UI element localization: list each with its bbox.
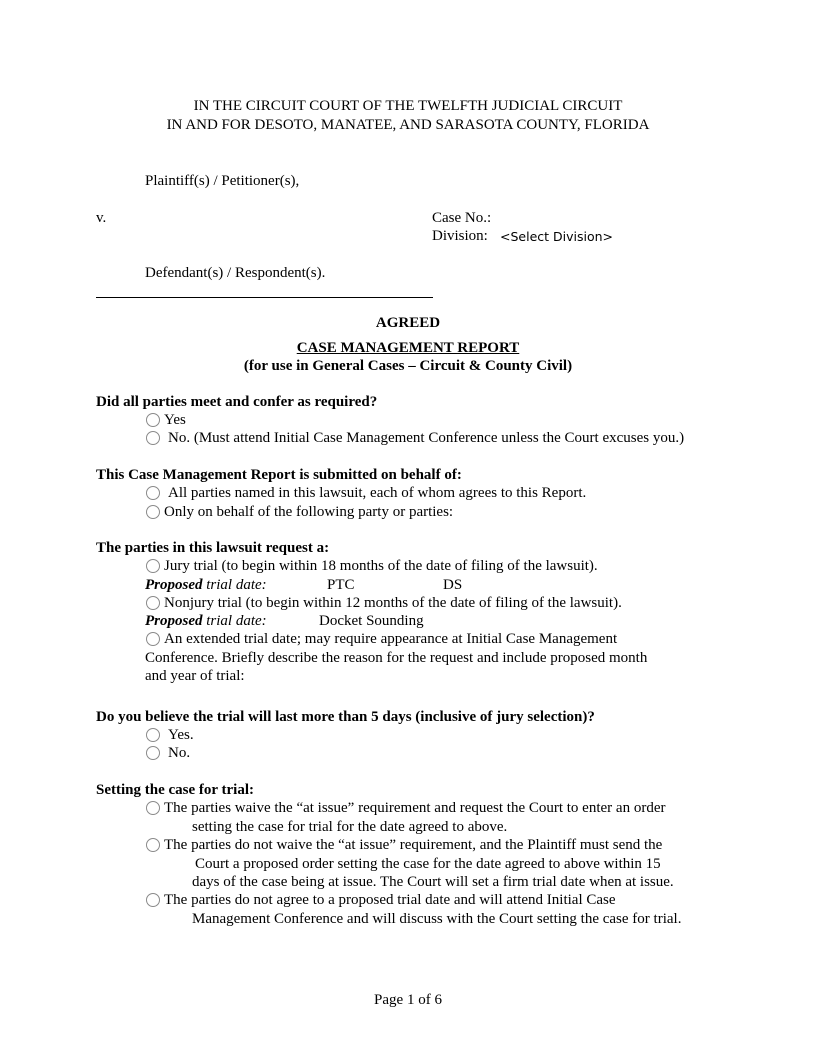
duration-yes-label: Yes. — [168, 727, 194, 743]
confer-question: Did all parties meet and confer as required? — [96, 394, 378, 410]
behalf-some-label: Only on behalf of the following party or parties: — [164, 504, 454, 520]
court-heading-line-1: IN THE CIRCUIT COURT OF THE TWELFTH JUDICIAL CIRCUIT — [193, 98, 623, 114]
case-number-label: Case No.: — [432, 210, 492, 226]
title-agreed: AGREED — [375, 315, 441, 331]
setting-nowaive-line-3: days of the case being at issue. The Court will set a firm trial date when at issue. — [192, 874, 674, 890]
setting-waive-radio[interactable] — [146, 801, 160, 815]
docket-sounding-label: Docket Sounding — [319, 613, 424, 629]
setting-nowaive-line-2: Court a proposed order setting the case for the date agreed to above within 15 — [195, 856, 661, 872]
versus-label: v. — [96, 210, 107, 226]
setting-nowaive-line-1: The parties do not waive the “at issue” requirement, and the Plaintiff must send the — [164, 837, 663, 853]
behalf-question: This Case Management Report is submitted on behalf of: — [96, 467, 462, 483]
setting-waive-line-1: The parties waive the “at issue” requirement and request the Court to enter an order — [164, 800, 666, 816]
title-report: CASE MANAGEMENT REPORT — [296, 340, 520, 356]
behalf-some-radio[interactable] — [146, 505, 160, 519]
proposed-bold: Proposed — [145, 577, 203, 593]
division-label: Division: — [432, 228, 488, 244]
confer-yes-radio[interactable] — [146, 413, 160, 427]
duration-question: Do you believe the trial will last more than 5 days (inclusive of jury selection)? — [96, 709, 595, 725]
nonjury-proposed-date-label — [145, 612, 267, 630]
trial-date-italic: trial date: — [202, 577, 267, 593]
duration-yes-radio[interactable] — [146, 728, 160, 742]
setting-noagree-radio[interactable] — [146, 893, 160, 907]
behalf-all-radio[interactable] — [146, 486, 160, 500]
setting-question: Setting the case for trial: — [96, 782, 255, 798]
behalf-all-label: All parties named in this lawsuit, each of whom agrees to this Report. — [168, 485, 587, 501]
court-heading-line-2: IN AND FOR DESOTO, MANATEE, AND SARASOTA COUNTY, FLORIDA — [166, 117, 650, 133]
page-number: Page 1 of 6 — [374, 992, 442, 1008]
confer-no-radio[interactable] — [146, 431, 160, 445]
ds-label: DS — [443, 577, 463, 593]
jury-proposed-date-label — [145, 576, 267, 594]
title-subtitle: (for use in General Cases – Circuit & County Civil) — [243, 358, 573, 374]
defendant-label: Defendant(s) / Respondent(s). — [145, 265, 326, 281]
nonjury-trial-label: Nonjury trial (to begin within 12 months of the date of filing of the lawsuit). — [164, 595, 622, 611]
division-select[interactable]: <Select Division> — [500, 229, 614, 244]
jury-trial-radio[interactable] — [146, 559, 160, 573]
confer-no-label: No. (Must attend Initial Case Management Conference unless the Court excuses you.) — [168, 430, 685, 446]
extended-trial-line-3: and year of trial: — [145, 668, 245, 684]
caption-divider — [96, 297, 433, 298]
proposed-bold: Proposed — [145, 613, 203, 629]
setting-noagree-line-2: Management Conference and will discuss with the Court setting the case for trial. — [192, 911, 682, 927]
extended-trial-line-2: Conference. Briefly describe the reason for the request and include proposed month — [145, 650, 648, 666]
setting-noagree-line-1: The parties do not agree to a proposed trial date and will attend Initial Case — [164, 892, 616, 908]
setting-nowaive-radio[interactable] — [146, 838, 160, 852]
duration-no-label: No. — [168, 745, 191, 761]
setting-waive-line-2: setting the case for trial for the date agreed to above. — [192, 819, 508, 835]
ptc-label: PTC — [327, 577, 355, 593]
plaintiff-label: Plaintiff(s) / Petitioner(s), — [145, 173, 300, 189]
extended-trial-radio[interactable] — [146, 632, 160, 646]
jury-trial-label: Jury trial (to begin within 18 months of the date of filing of the lawsuit). — [164, 558, 598, 574]
duration-no-radio[interactable] — [146, 746, 160, 760]
nonjury-trial-radio[interactable] — [146, 596, 160, 610]
extended-trial-line-1: An extended trial date; may require appearance at Initial Case Management — [164, 631, 618, 647]
confer-yes-label: Yes — [164, 412, 186, 428]
request-question: The parties in this lawsuit request a: — [96, 540, 330, 556]
trial-date-italic: trial date: — [202, 613, 267, 629]
